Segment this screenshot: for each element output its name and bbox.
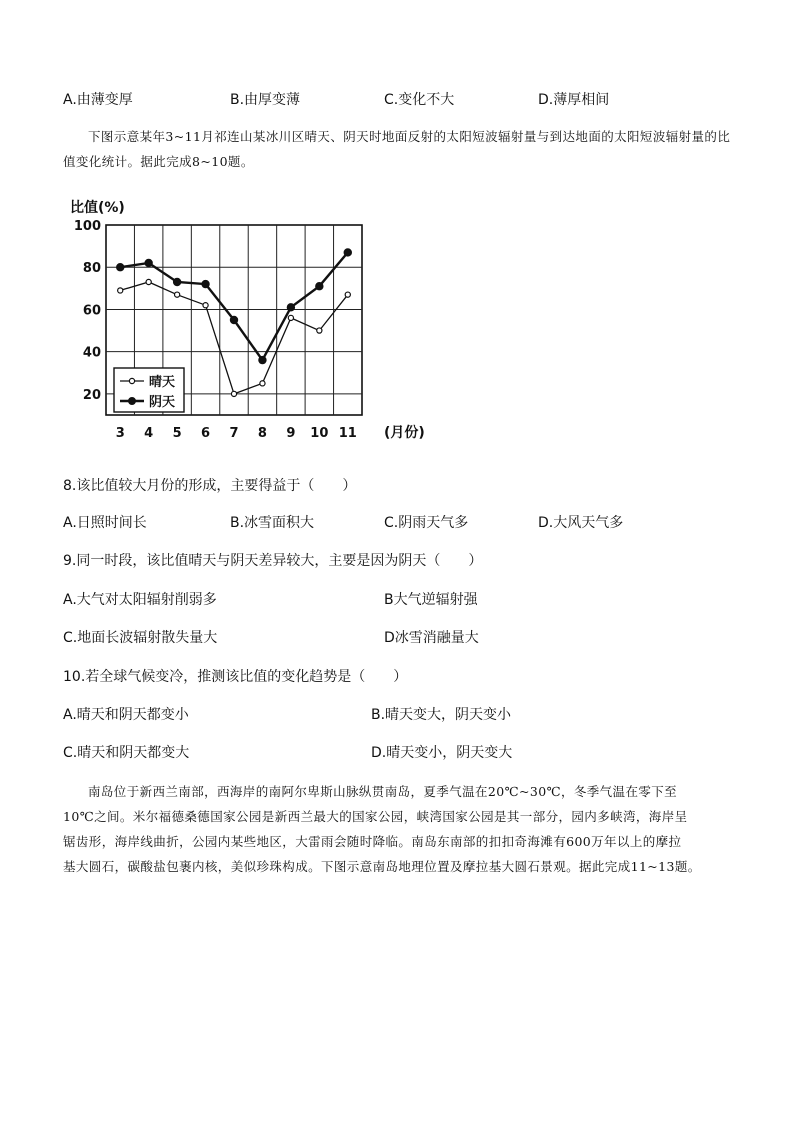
x-tick-label: 5: [172, 426, 182, 441]
q8-option-d: D.大风天气多: [538, 515, 624, 531]
intro-11-13-line-4: 基大圆石，碳酸盐包裹内核，美似珍珠构成。下图示意南岛地理位置及摩拉基大圆石景观。据此完成11~13题。: [63, 859, 701, 874]
q8-option-b: B.冰雪面积大: [230, 515, 315, 531]
y-tick-label: 20: [82, 387, 101, 403]
x-tick-label: 7: [229, 426, 239, 441]
data-point: [316, 283, 323, 290]
x-tick-label: 6: [201, 426, 211, 441]
q8-option-c: C.阴雨天气多: [384, 515, 469, 531]
data-point: [202, 281, 209, 288]
data-point: [174, 278, 181, 285]
data-point: [345, 292, 350, 297]
q8-option-a: A.日照时间长: [63, 515, 147, 531]
q10-option-c: C.晴天和阴天都变大: [63, 745, 190, 761]
q7-option-a: A.由薄变厚: [63, 92, 133, 108]
q10-option-d: D.晴天变小，阴天变大: [371, 745, 513, 761]
data-point: [230, 316, 237, 323]
y-axis-title: 比值(%): [70, 200, 125, 216]
data-point: [288, 315, 293, 320]
intro-11-13-line-3: 锯齿形，海岸线曲折，公园内某些地区，大雷雨会随时降临。南岛东南部的扣扣奇海滩有600万年以上的摩拉: [63, 834, 682, 849]
y-tick-label: 100: [73, 219, 101, 234]
data-point: [146, 279, 151, 284]
q9-stem: 9.同一时段，该比值晴天与阴天差异较大，主要是因为阴天（ ）: [63, 553, 483, 569]
data-point: [344, 249, 351, 256]
data-point: [259, 357, 266, 364]
legend-marker: [129, 398, 136, 405]
intro-11-13: [63, 779, 735, 879]
data-point: [175, 292, 180, 297]
q7-option-d: D.薄厚相间: [538, 92, 610, 108]
q10-stem: 10.若全球气候变冷，推测该比值的变化趋势是（ ）: [63, 669, 408, 685]
q9-option-b: B大气逆辐射强: [384, 592, 478, 608]
reflectance-ratio-chart: [62, 190, 432, 455]
data-point: [203, 303, 208, 308]
data-point: [117, 264, 124, 271]
intro-11-13-line-1: 南岛位于新西兰南部，西海岸的南阿尔卑斯山脉纵贯南岛，夏季气温在20℃~30℃，冬季气温在零下至: [88, 784, 678, 799]
data-point: [118, 288, 123, 293]
x-tick-label: 3: [115, 426, 125, 441]
y-tick-label: 40: [82, 345, 101, 361]
data-point: [317, 328, 322, 333]
y-tick-label: 60: [82, 303, 101, 319]
data-point: [231, 391, 236, 396]
x-axis-title: (月份): [384, 425, 425, 441]
chart-legend: [114, 368, 184, 412]
data-point: [287, 304, 294, 311]
data-point: [260, 381, 265, 386]
q7-option-b: B.由厚变薄: [230, 92, 301, 108]
q10-option-b: B.晴天变大，阴天变小: [371, 707, 512, 723]
x-tick-label: 9: [286, 426, 296, 441]
q9-option-c: C.地面长波辐射散失量大: [63, 630, 218, 646]
data-point: [145, 259, 152, 266]
x-tick-label: 11: [338, 426, 357, 441]
legend-label: 晴天: [149, 375, 176, 390]
q7-option-c: C.变化不大: [384, 92, 455, 108]
x-tick-label: 10: [310, 426, 329, 441]
x-tick-label: 4: [144, 426, 154, 441]
intro-8-10-text: 下图示意某年3~11月祁连山某冰川区晴天、阴天时地面反射的太阳短波辐射量与到达地面的太阳短波辐射量的比值变化统计。据此完成8~10题。: [63, 129, 731, 169]
q8-stem: 8.该比值较大月份的形成，主要得益于（ ）: [63, 478, 357, 494]
q9-option-d: D冰雪消融量大: [384, 630, 479, 646]
series-line-阴天: [120, 252, 348, 360]
q10-option-a: A.晴天和阴天都变小: [63, 707, 189, 723]
q9-option-a: A.大气对太阳辐射削弱多: [63, 592, 217, 608]
intro-8-10: [63, 124, 735, 174]
y-tick-label: 80: [82, 261, 101, 277]
intro-11-13-line-2: 10℃之间。米尔福德桑德国家公园是新西兰最大的国家公园，峡湾国家公园是其一部分，园内多峡湾，海岸呈: [63, 809, 688, 824]
x-tick-label: 8: [257, 426, 267, 441]
legend-marker: [129, 378, 134, 383]
legend-label: 阴天: [149, 395, 176, 410]
